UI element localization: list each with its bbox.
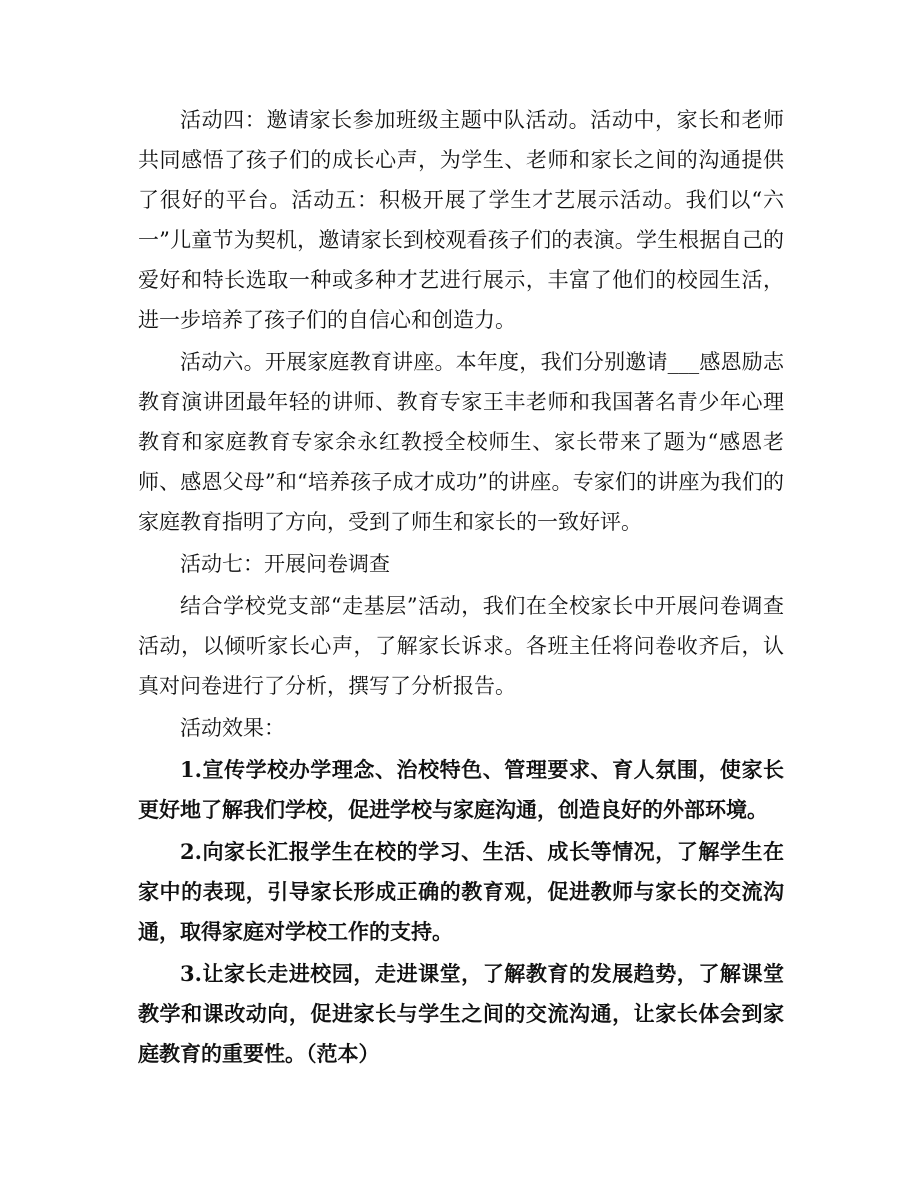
paragraph-effect-1: 1.宣传学校办学理念、治校特色、管理要求、育人氛围，使家长更好地了解我们学校，促进学校与家庭沟通，创造良好的外部环境。 <box>138 757 784 822</box>
paragraph-activity-7-title: 活动七：开展问卷调查 <box>180 552 390 576</box>
paragraph-activity-4-5: 活动四：邀请家长参加班级主题中队活动。活动中，家长和老师共同感悟了孩子们的成长心声，为学生、老师和家长之间的沟通提供了很好的平台。活动五：积极开展了学生才艺展示活动。我们以“六一”儿童节为契机，邀请家长到校观看孩子们的表演。学生根据自己的爱好和特长选取一种或多种才艺进行展示，丰富了他们的校园生活，进一步培养了孩子们的自信心和创造力。 <box>138 108 784 332</box>
paragraph-effect-3: 3.让家长走进校园，走进课堂，了解教育的发展趋势，了解课堂教学和课改动向，促进家长与学生之间的交流沟通，让家长体会到家庭教育的重要性。（范本） <box>138 961 784 1066</box>
paragraph-effects-title: 活动效果： <box>180 716 285 740</box>
paragraph-effect-2: 2.向家长汇报学生在校的学习、生活、成长等情况，了解学生在家中的表现，引导家长形成正确的教育观，促进教师与家长的交流沟通，取得家庭对学校工作的支持。 <box>138 839 784 944</box>
paragraph-activity-6: 活动六。开展家庭教育讲座。本年度，我们分别邀请___感恩励志教育演讲团最年轻的讲师、教育专家王丰老师和我国著名青少年心理教育和家庭教育专家余永红教授全校师生、家长带来了题为“感恩老师、感恩父母”和“培养孩子成才成功”的讲座。专家们的讲座为我们的家庭教育指明了方向，受到了师生和家长的一致好评。 <box>138 350 784 534</box>
document-body <box>138 100 784 1074</box>
paragraph-activity-7-body: 结合学校党支部“走基层”活动，我们在全校家长中开展问卷调查活动，以倾听家长心声，了解家长诉求。各班主任将问卷收齐后，认真对问卷进行了分析，撰写了分析报告。 <box>138 594 784 698</box>
